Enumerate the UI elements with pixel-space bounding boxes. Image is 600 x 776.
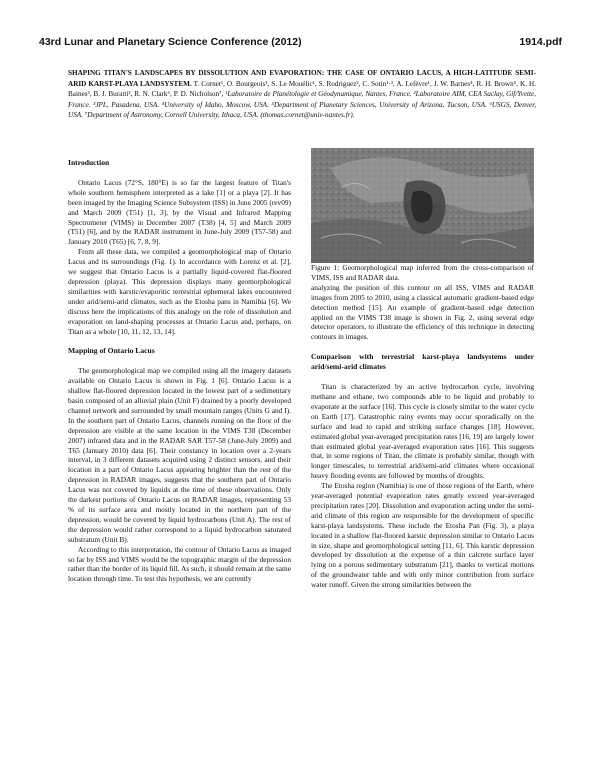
- section-heading-mapping: Mapping of Ontario Lacus: [68, 346, 155, 356]
- section-heading-introduction: Introduction: [68, 158, 110, 167]
- paragraph: The geomorphological map we compiled using all the imagery datasets available on Ontario Lacus is shown in Fig. 1 [6]. Ontario Lacus is a shallow flat-floored depression located in the lowest part of a sedimentary basin composed of an alluvial plain (Unit F) drained by a poorly developed channel network and surrounded by small mountain ranges (Units G and I). In the southern part of Ontario Lacus, channels running on the floor of the depression are visible at the same location in the VIMS T38 (December 2007) infrared data and in the RADAR SAR T57-58 (June-July 2009) and T65 (January 2010) data [6]. Their constancy in location over a 2-years interval, in 3 different datasets acquired using 2 distinct sensors, and their location in a part of Ontario Lacus appearing brighter than the rest of the depression in RADAR images, suggests that the southern part of Ontario Lacus was not covered by liquids at the time of these observations. Only the darkest portions of Ontario Lacus on RADAR images, representing 53 % of its surface area and mostly located in the northern part of the depression, would be covered by liquid hydrocarbons (Unit A). The rest of the depression would rather correspond to a liquid hydrocarbon saturated substratum (Unit B).: [68, 366, 291, 544]
- right-column: [311, 148, 534, 590]
- abstract-number: 1914.pdf: [519, 36, 562, 48]
- title-block: [68, 68, 536, 121]
- paragraph: The Etosha region (Namibia) is one of those regions of the Earth, where year-averaged potential evaporation rates greatly exceed year-averaged precipitation rates [20]. Dissolution and evaporation acting under the semi-arid climate of this region are responsible for the development of specific karst-playa landsystems. These include the Etosha Pan (Fig. 3), a playa located in a shallow flat-floored karstic depression similar to Ontario Lacus in size, shape and geomorphological setting [11, 6]. This karstic depression developed by dissolution at the expense of a thin calcrete surface layer lying on a porous sedimentary substratum [21], thanks to vertical motions of the groundwater table and with only minor contribution from surface water runoff. Given the strong similarities between the: [311, 481, 534, 590]
- paragraph: According to this interpretation, the contour of Ontario Lacus as imaged so far by ISS and VIMS would be the topographic margin of the depression rather than the border of its liquid fill. As such, it should remain at the same location through time. To test this hypothesis, we are currently: [68, 544, 291, 584]
- paragraph: analyzing the position of this contour on all ISS, VIMS and RADAR images from 2005 to 2010, using a classical automatic gradient-based edge detection method [15]. An example of gradient-based edge detection applied on the VIMS T38 image is shown in Fig. 2, using several edge detector operators, to illustrate the efficiency of this technique in detecting contours in images.: [311, 282, 534, 342]
- conference-header: 43rd Lunar and Planetary Science Conference (2012): [39, 36, 302, 48]
- figure-caption: Figure 1: Geomorphological map inferred from the cross-comparison of VIMS, ISS and RADAR data.: [311, 263, 534, 282]
- author-list: T. Cornet¹, O. Bourgeois¹, S. Le Mouélic¹, S. Rodriguez², C. Sotin¹·³, A. Lefèvre¹, J. W. Barnes⁴, R. H. Brown⁵, K. H. Baines³, B. J. Buratti³, R. N. Clark⁶, P. D. Nicholson⁷,: [68, 79, 537, 99]
- paper-title: SHAPING TITAN'S LANDSCAPES BY DISSOLUTION AND EVAPORATION: THE CASE OF ONTARIO LACUS, A HIGH-LATITUDE SEMI-ARID KARST-PLAYA LANDSYSTEM.: [68, 69, 536, 88]
- affiliations: ¹Laboratoire de Planétologie et Géodynamique, Nantes, France. ²Laboratoire AIM, CEA Saclay, Gif/Yvette, France. ³JPL, Pasadena, USA. ⁴University of Idaho, Moscow, USA. ⁵Department of Planetary Sciences, University of Arizona, Tucson, USA. ⁶USGS, Denver, USA. ⁷Department of Astronomy, Cornell University, Ithaca, USA. (thomas.cornet@univ-nantes.fr).: [68, 90, 537, 120]
- section-heading-comparison: Comparison with terrestrial karst-playa landsystems under arid/semi-arid climates: [311, 352, 534, 372]
- paragraph: From all these data, we compiled a geomorphological map of Ontario Lacus and its surroundings (Fig. 1). In accordance with Lorenz et al. [2], we suggest that Ontario Lacus is a partially liquid-covered flat-floored depression (playa). This depression displays many geomorphological similarities with karstic/evaporitic terrestrial ephemeral lakes encountered under arid/semi-arid climates, such as the Etosha pans in Namibia [6]. We discuss here the implications of this analogy on the role of dissolution and evaporation on land-shaping processes at Ontario Lacus and, perhaps, on Titan as a whole [10, 11, 12, 13, 14].: [68, 247, 291, 336]
- geomorphological-map-figure: [311, 148, 534, 263]
- left-column: [68, 158, 291, 584]
- paragraph: Titan is characterized by an active hydrocarbon cycle, involving methane and ethane, two compounds able to be liquid and probably to evaporate at the surface [16]. This cycle is closely similar to the water cycle on Earth [17]. Catastrophic rainy events may occur sporadically on the surface and lead to rapid and striking surface changes [18]. However, estimated global year-averaged precipitation rates [16, 19] are largely lower than estimated global year-averaged evaporation rates [16]. This suggests that, in some regions of Titan, the climate is probably similar, though with longer timescales, to terrestrial arid/semi-arid climates where occasional heavy flooding events are followed by months of droughts.: [311, 382, 534, 481]
- map-image: [311, 148, 534, 263]
- paragraph: Ontario Lacus (72°S, 180°E) is so far the largest feature of Titan's whole southern hemisphere interpreted as a lake [1] or a playa [2]. It has been imaged by the Imaging Science Subsystem (ISS) in June 2005 (rev09) and March 2009 (T51) [1, 3], by the Visual and Infrared Mapping Spectrometer (VIMS) in December 2007 (T38) [4, 5] and March 2009 (T51) [6], and by the RADAR instrument in June-July 2009 (T57-58) and January 2010 (T65) [6, 7, 8, 9].: [68, 177, 291, 247]
